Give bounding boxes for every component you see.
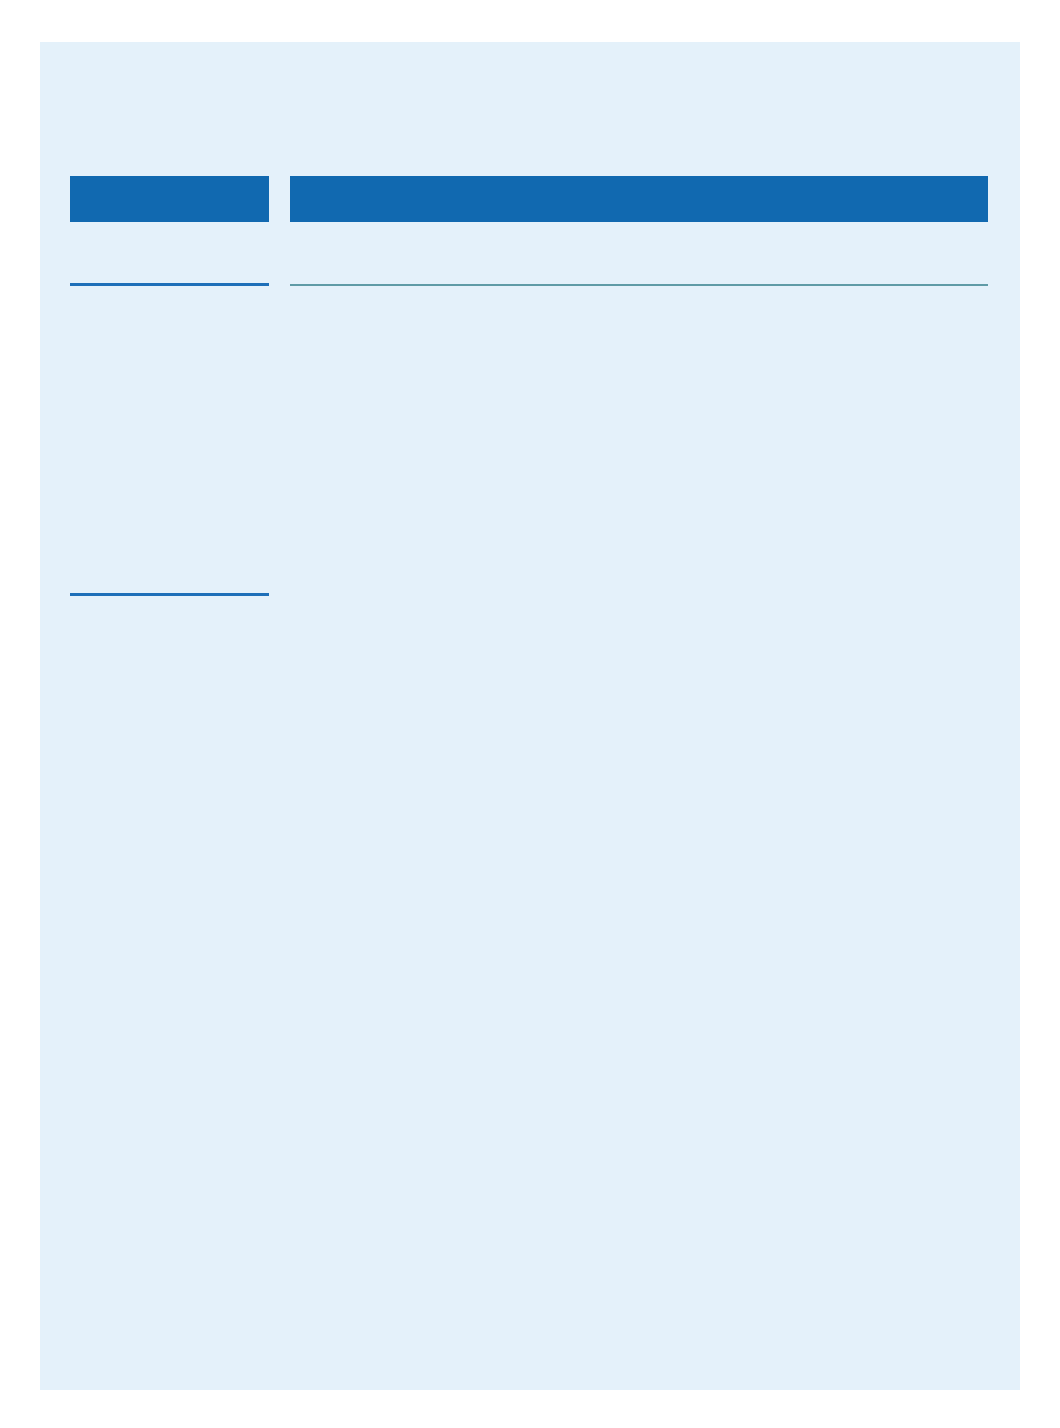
alarm-value [290, 222, 988, 286]
alarm-row [70, 222, 988, 286]
alarm-label [70, 222, 269, 286]
table-header-row [70, 176, 988, 222]
function-row [70, 286, 988, 596]
alarm-value-line-1 [298, 233, 988, 246]
column-gap [269, 286, 290, 596]
function-label [70, 286, 269, 596]
specification-table [70, 176, 988, 596]
column-gap [269, 176, 290, 222]
column-gap [269, 222, 290, 286]
function-items-list [290, 286, 988, 596]
alarm-value-line-2 [298, 246, 988, 259]
specification-page [40, 42, 1020, 1390]
table-header-value-band [290, 176, 988, 222]
specification-header-label [70, 176, 269, 222]
